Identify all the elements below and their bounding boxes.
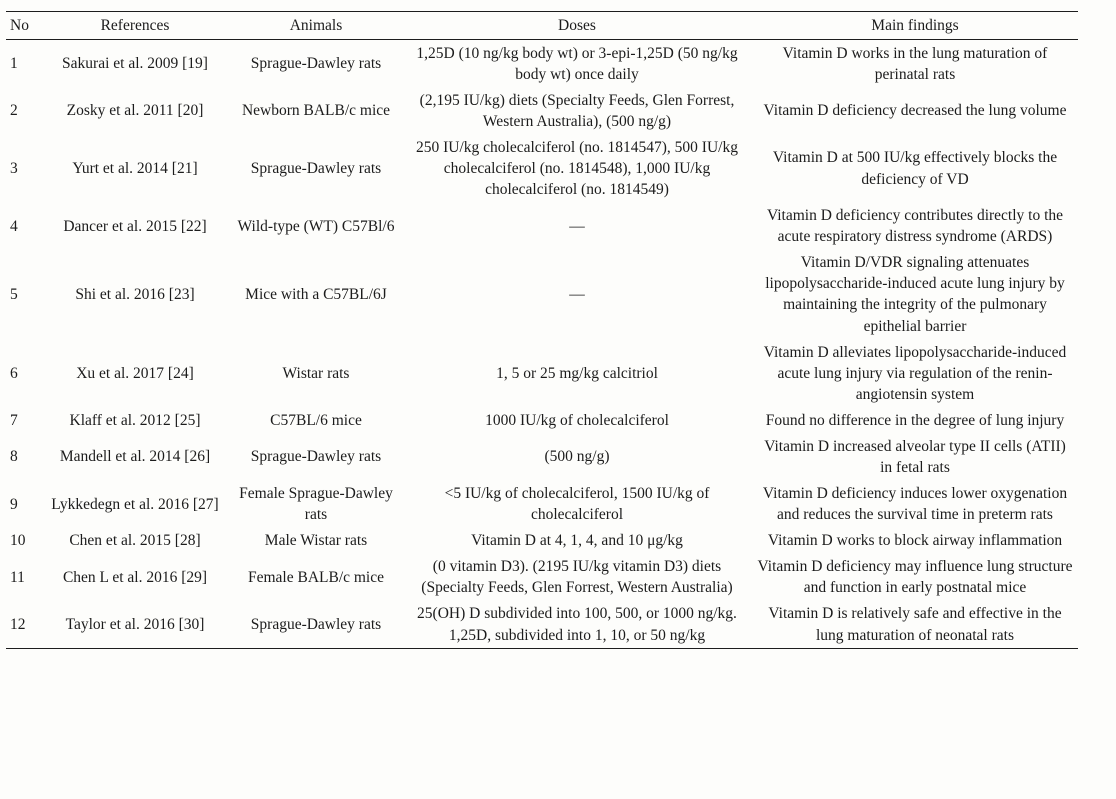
cell-animals: Wistar rats (282, 364, 350, 382)
cell-reference: Mandell et al. 2014 [26] (59, 448, 211, 466)
cell-doses: (2,195 IU/kg) diets (Specialty Feeds, Glen Forrest, Western Australia), (500 ng/g) (419, 91, 735, 130)
cell-animals: Male Wistar rats (264, 532, 368, 550)
cell-doses: (500 ng/g) (544, 448, 610, 466)
row-number: 3 (10, 159, 18, 177)
table-row (6, 250, 1078, 339)
cell-reference: Zosky et al. 2011 [20] (66, 102, 204, 120)
cell-findings: Vitamin D deficiency induces lower oxygenation and reduces the survival time in preterm rats (762, 485, 1068, 524)
row-number: 1 (10, 55, 18, 73)
row-number: 11 (10, 568, 25, 586)
table-row (6, 554, 1078, 601)
cell-animals: Sprague-Dawley rats (250, 615, 382, 633)
cell-findings: Vitamin D increased alveolar type II cells (ATII) in fetal rats (764, 437, 1066, 476)
cell-findings: Vitamin D is relatively safe and effective in the lung maturation of neonatal rats (768, 605, 1062, 644)
col-header-main-findings: Main findings (752, 12, 1078, 40)
table-row (6, 601, 1078, 649)
table-row (6, 203, 1078, 250)
cell-findings: Found no difference in the degree of lung injury (765, 411, 1065, 429)
cell-findings: Vitamin D/VDR signaling attenuates lipopolysaccharide-induced acute lung injury by maintaining the integrity of the pulmonary epithelial barrier (765, 254, 1065, 335)
table-row (6, 481, 1078, 528)
cell-findings: Vitamin D alleviates lipopolysaccharide-induced acute lung injury via regulation of the renin-angiotensin system (763, 343, 1067, 403)
cell-reference: Taylor et al. 2016 [30] (65, 615, 205, 633)
cell-findings: Vitamin D deficiency may influence lung structure and function in early postnatal mice (757, 558, 1073, 597)
table-row (6, 40, 1078, 88)
row-number: 12 (10, 615, 26, 633)
row-number: 2 (10, 102, 18, 120)
cell-reference: Yurt et al. 2014 [21] (72, 159, 198, 177)
cell-reference: Shi et al. 2016 [23] (75, 285, 195, 303)
row-number: 10 (10, 532, 26, 550)
table-row (6, 528, 1078, 554)
cell-doses: Vitamin D at 4, 1, 4, and 10 μg/kg (471, 532, 683, 550)
vitamin-d-animal-studies-table (6, 11, 1078, 649)
cell-doses: — (569, 285, 585, 303)
cell-animals: Newborn BALB/c mice (241, 102, 391, 120)
cell-animals: Sprague-Dawley rats (250, 448, 382, 466)
col-header-doses: Doses (402, 12, 752, 40)
row-number: 7 (10, 411, 18, 429)
cell-reference: Chen L et al. 2016 [29] (62, 568, 208, 586)
cell-animals: Sprague-Dawley rats (250, 55, 382, 73)
table-row (6, 407, 1078, 433)
cell-animals: Sprague-Dawley rats (250, 159, 382, 177)
cell-reference: Dancer et al. 2015 [22] (63, 217, 207, 235)
header-row (6, 12, 1078, 40)
cell-doses: <5 IU/kg of cholecalciferol, 1500 IU/kg of cholecalciferol (444, 485, 710, 524)
cell-doses: 1,25D (10 ng/kg body wt) or 3-epi-1,25D (50 ng/kg body wt) once daily (416, 44, 738, 83)
table-row (6, 134, 1078, 202)
cell-doses: — (569, 217, 585, 235)
cell-doses: (0 vitamin D3). (2195 IU/kg vitamin D3) diets (Specialty Feeds, Glen Forrest, Western Australia) (421, 558, 733, 597)
cell-doses: 1, 5 or 25 mg/kg calcitriol (496, 364, 658, 382)
row-number: 8 (10, 448, 18, 466)
cell-animals: Wild-type (WT) C57Bl/6 (237, 217, 395, 235)
cell-animals: Female Sprague-Dawley rats (239, 485, 393, 524)
cell-reference: Xu et al. 2017 [24] (76, 364, 194, 382)
cell-doses: 250 IU/kg cholecalciferol (no. 1814547), 500 IU/kg cholecalciferol (no. 1814548), 1,000 IU/kg cholecalciferol (no. 1814549) (416, 138, 738, 199)
row-number: 4 (10, 217, 18, 235)
cell-findings: Vitamin D deficiency contributes directly to the acute respiratory distress syndrome (ARDS) (766, 207, 1064, 246)
cell-findings: Vitamin D works in the lung maturation of perinatal rats (782, 44, 1048, 83)
cell-animals: Female BALB/c mice (247, 568, 385, 586)
cell-reference: Lykkedegn et al. 2016 [27] (51, 495, 219, 513)
cell-animals: Mice with a C57BL/6J (245, 285, 387, 303)
col-header-references: References (40, 12, 230, 40)
table-row (6, 339, 1078, 407)
cell-doses: 25(OH) D subdivided into 100, 500, or 1000 ng/kg. 1,25D, subdivided into 1, 10, or 50 ng/kg (417, 605, 737, 644)
cell-animals: C57BL/6 mice (270, 411, 362, 429)
table-row (6, 433, 1078, 480)
cell-findings: Vitamin D deficiency decreased the lung volume (763, 102, 1067, 120)
row-number: 9 (10, 495, 18, 513)
row-number: 5 (10, 285, 18, 303)
col-header-animals: Animals (230, 12, 402, 40)
cell-reference: Chen et al. 2015 [28] (69, 532, 201, 550)
cell-reference: Klaff et al. 2012 [25] (69, 411, 201, 429)
row-number: 6 (10, 364, 18, 382)
cell-reference: Sakurai et al. 2009 [19] (62, 55, 208, 73)
cell-findings: Vitamin D works to block airway inflammation (767, 532, 1063, 550)
cell-doses: 1000 IU/kg of cholecalciferol (485, 411, 669, 429)
cell-findings: Vitamin D at 500 IU/kg effectively blocks the deficiency of VD (772, 149, 1058, 188)
col-header-no: No (6, 12, 40, 40)
table-row (6, 87, 1078, 134)
